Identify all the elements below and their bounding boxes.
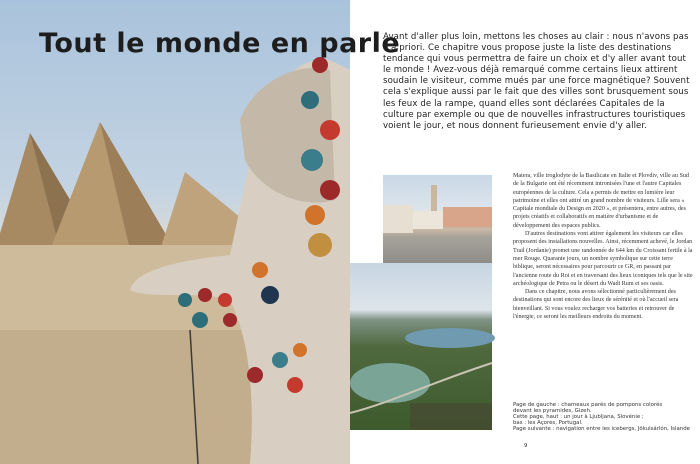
page-number: 9 (524, 443, 528, 449)
caption-line: Cette page, haut : un jour à Ljubljana, Slovénie ; (513, 414, 644, 421)
caption-line: bas : les Açores, Portugal. (513, 420, 583, 427)
caption-line: devant les pyramides, Gizeh. (513, 408, 592, 415)
photo-ljubljana (383, 175, 492, 263)
caption-line: Page de gauche : chameaux parés de pompons colorés (513, 402, 663, 408)
page-title: Tout le monde en parle (39, 28, 401, 59)
intro-paragraph: Avant d'aller plus loin, mettons les choses au clair : nous n'avons pas d'a priori. Ce chapitre vous propose juste la liste des destinations tendance qui vous permettra de faire un choix et d'y aller avant tout le monde ! Avez-vous déjà remarqué comme certains lieux attirent soudain le visiteur, comme mués par une force magnétique? Souvent cela s'explique aussi par le fait que des villes sont brusquement sous les feux de la rampe, quand elles sont déclarées Capitales de la culture par exemple ou que de nouvelles infrastructures touristiques voient le jour, et nous donnent furieusement envie d'y aller. (383, 32, 690, 131)
caption-line: Page suivante : navigation entre les icebergs, Jökulsárlón, Islande (513, 426, 690, 433)
body-paragraph: D'autres destinations vont attirer également les visiteurs car elles proposent des installations nouvelles. Ainsi, récemment achevé, le Jordan Trail (Jordanie) promet une randonnée de 644 km du Croissant fertile à la mer Rouge. Quarante jours, un nombre symbolique sur cette terre biblique, seront nécessaires pour parcourir ce GR, en passant par l'ancienne route du Roi et en traversant des lieux iconiques tels que le site archéologique de Petra ou le désert du Wadi Rum et ses oasis. (513, 231, 693, 287)
body-text (513, 172, 693, 321)
body-paragraph: Dans ce chapitre, nous avons sélectionné particulièrement des destinations qui sont encore des lieux de sérénité et où l'accueil sera bienveillant. Si vous voulez recharger vos batteries et retrouver de l'énergie, ce seront les meilleurs endroits du moment. (513, 289, 679, 321)
photo-azores (350, 263, 492, 430)
lake-illustration (350, 263, 492, 430)
city-illustration (383, 175, 492, 263)
photo-caption (513, 402, 698, 432)
body-paragraph: Matera, ville troglodyte de la Basilicate en Italie et Plovdiv, ville au Sud de la Bulgarie ont été récemment intronisées l'une et l'autre Capitales européennes de la culture. Cela a permis de mettre en lumière leur patrimoine et elles ont attiré un grand nombre de visiteurs. Lille sera « Capitale mondiale du Design en 2020 », et présentera, entre autres, des projets créatifs et collaboratifs en matière d'urbanisme et de développement des espaces publics. (513, 173, 689, 229)
